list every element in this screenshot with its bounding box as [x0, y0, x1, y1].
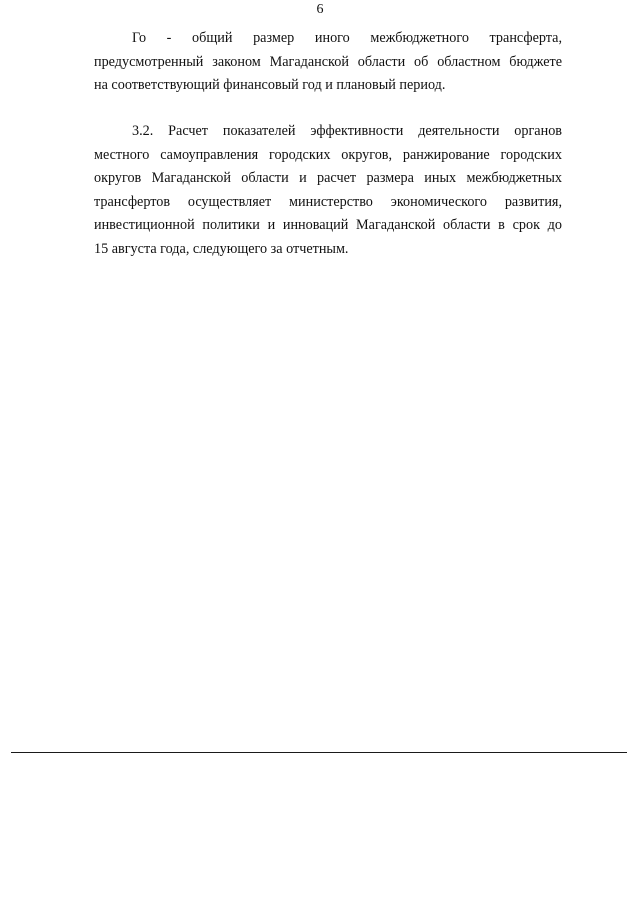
paragraph-section-3-2: [94, 120, 562, 262]
paragraph-line: округов Магаданской области и расчет размера иных межбюджетных: [94, 170, 562, 187]
paragraph-line: Го - общий размер иного межбюджетного трансферта,: [132, 30, 562, 46]
paragraph-line: трансфертов осуществляет министерство экономического развития,: [94, 193, 562, 210]
paragraph-line: инвестиционной политики и инноваций Магаданской области в срок до: [94, 217, 562, 234]
paragraph-line: предусмотренный законом Магаданской области об областном бюджете: [94, 53, 562, 70]
bottom-separator-line: [11, 752, 627, 753]
paragraph-transfer-definition: [94, 27, 562, 98]
page-number: 6: [316, 2, 324, 17]
paragraph-line: на соответствующий финансовый год и плановый период.: [94, 77, 446, 94]
paragraph-line: 3.2. Расчет показателей эффективности деятельности органов: [132, 123, 562, 139]
paragraph-line: местного самоуправления городских округов, ранжирование городских: [94, 146, 562, 163]
paragraph-line: 15 августа года, следующего за отчетным.: [94, 240, 349, 257]
